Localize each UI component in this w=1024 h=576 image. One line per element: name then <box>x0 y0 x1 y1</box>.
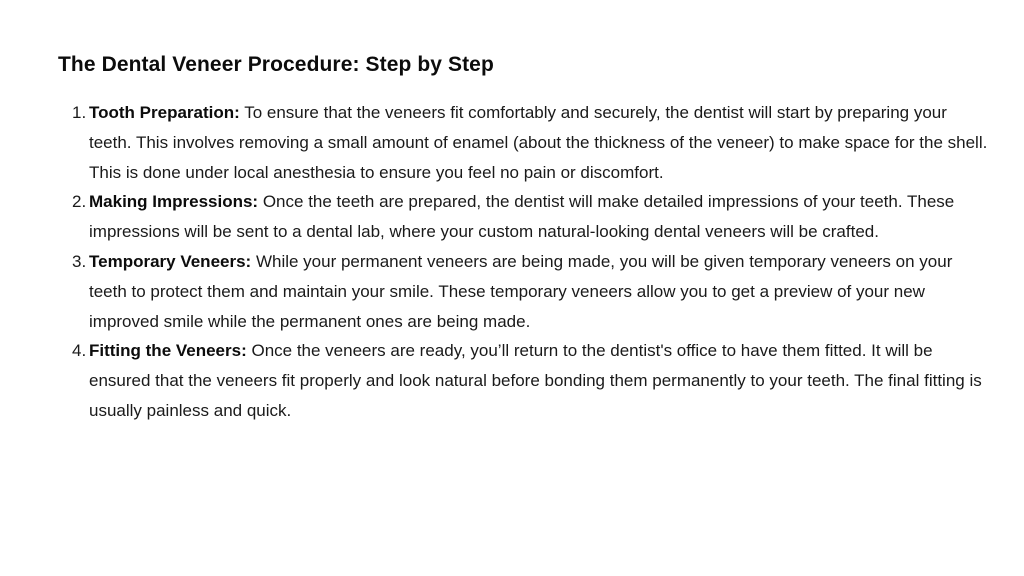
step-number: 4. <box>72 341 87 361</box>
step-item-tooth-preparation <box>58 98 988 187</box>
step-number: 1. <box>72 103 87 122</box>
step-text: Once the veneers are ready, you’ll return to the dentist's office to have them fitted. It will be ensured that the veneers fit properly and look natural before bonding them permanently to your teeth. The final fitting is usually painless and quick. <box>89 341 982 420</box>
step-item-temporary-veneers <box>58 247 988 336</box>
page-title: The Dental Veneer Procedure: Step by Step <box>58 53 494 76</box>
step-title: Temporary Veneers: <box>89 251 252 271</box>
procedure-steps-list <box>58 98 988 426</box>
step-item-making-impressions <box>58 187 988 247</box>
step-text: To ensure that the veneers fit comfortably and securely, the dentist will start by preparing your teeth. This involves removing a small amount of enamel (about the thickness of the veneer) to make space for the shell. This is done under local anesthesia to ensure you feel no pain or discomfort. <box>89 103 988 182</box>
step-item-fitting-the-veneers <box>58 336 988 425</box>
step-title: Tooth Preparation: <box>89 103 240 122</box>
step-number: 2. <box>72 192 87 212</box>
step-text: Once the teeth are prepared, the dentist will make detailed impressions of your teeth. These impressions will be sent to a dental lab, where your custom natural-looking dental veneers will be crafted. <box>89 192 955 242</box>
document-page <box>58 50 988 426</box>
step-text: While your permanent veneers are being made, you will be given temporary veneers on your teeth to protect them and maintain your smile. These temporary veneers allow you to get a preview of your new improved smile while the permanent ones are being made. <box>89 251 953 331</box>
step-number: 3. <box>72 251 87 271</box>
step-title: Fitting the Veneers: <box>89 341 247 361</box>
step-title: Making Impressions: <box>89 192 259 212</box>
